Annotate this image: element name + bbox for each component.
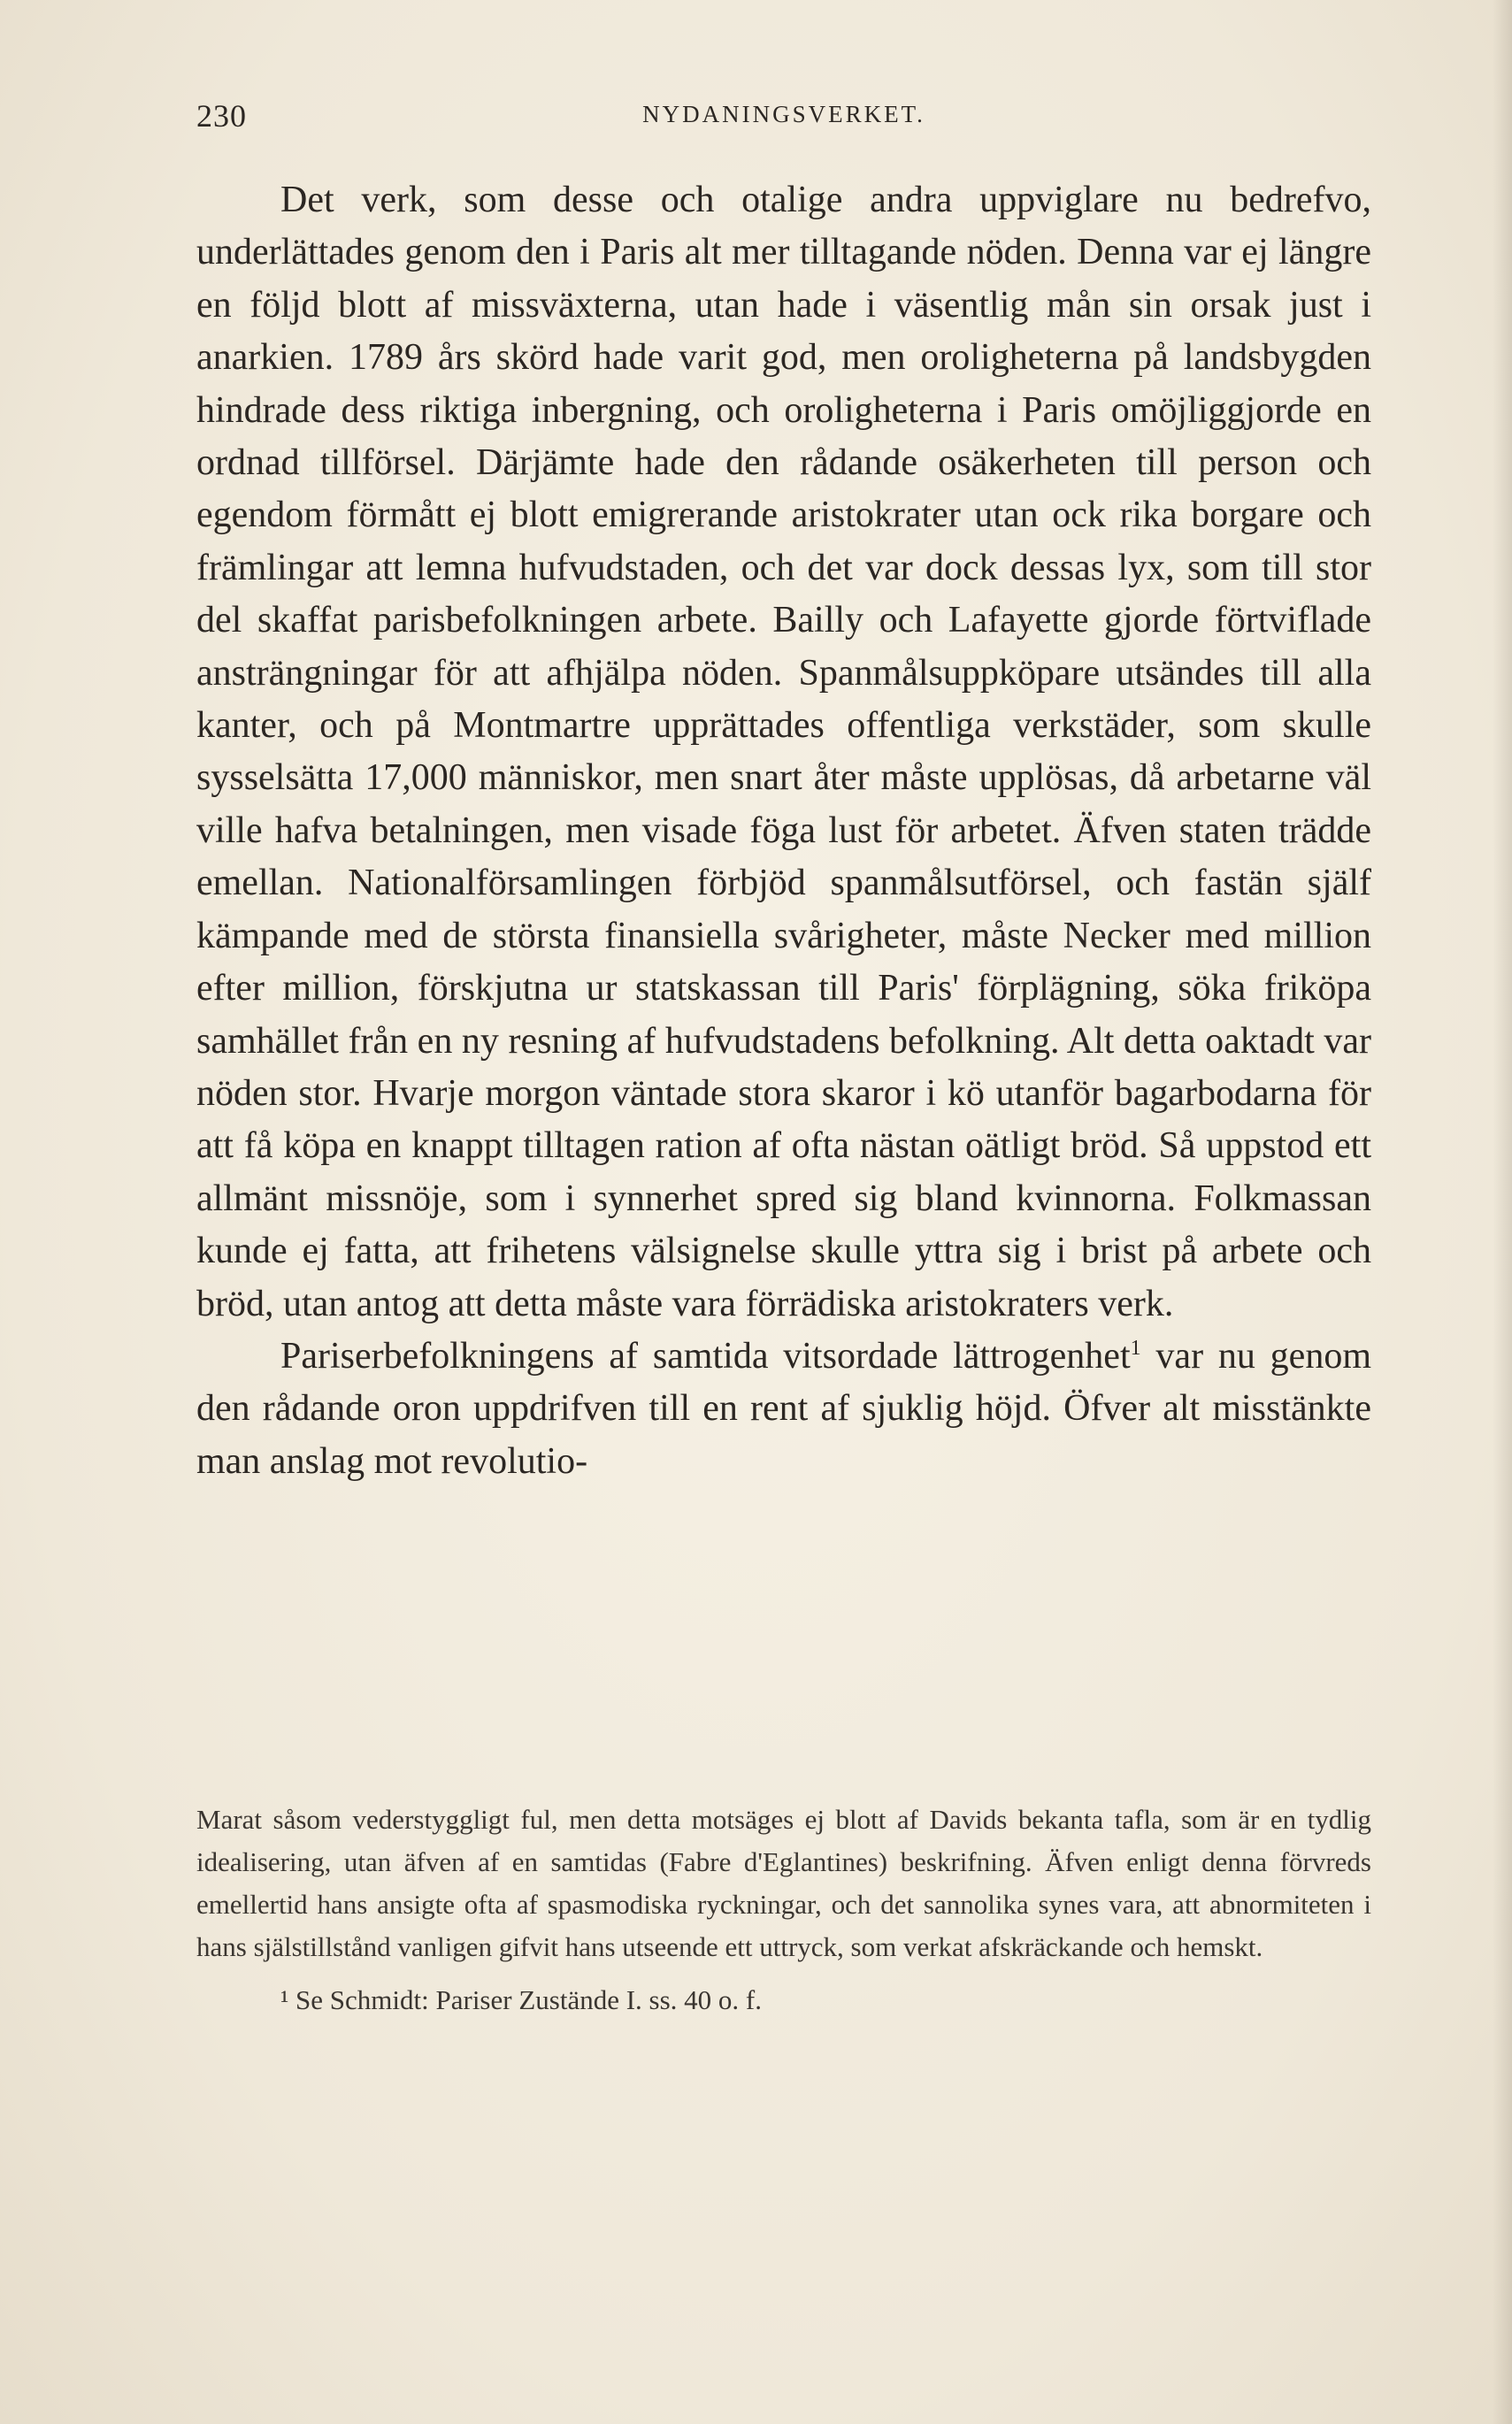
main-text	[196, 174, 1371, 1488]
paragraph-text: Pariserbefolkningens af samtida vitsordade lättrogenhet	[280, 1335, 1131, 1377]
page-edge-shadow	[1493, 0, 1512, 2424]
page-header	[196, 97, 1371, 142]
paragraph: Det verk, som desse och otalige andra uppviglare nu bedrefvo, underlättades genom den i Paris alt mer tilltagande nöden. Denna var ej längre en följd blott af missväxterna, utan hade i väsentlig mån sin orsak just i anarkien. 1789 års skörd hade varit god, men oroligheterna på landsbygden hindrade dess riktiga inbergning, och oroligheterna i Paris omöjliggjorde en ordnad tillförsel. Därjämte hade den rådande osäkerheten till person och egendom förmått ej blott emigrerande aristokrater utan ock rika borgare och främlingar att lemna hufvudstaden, och det var dock dessas lyx, som till stor del skaffat parisbefolkningen arbete. Bailly och Lafayette gjorde förtviflade ansträngningar för att afhjälpa nöden. Spanmålsuppköpare utsändes till alla kanter, och på Montmartre upprättades offentliga verkstäder, som skulle sysselsätta 17,000 människor, men snart åter måste upplösas, då arbetarne väl ville hafva betalningen, men visade föga lust för arbetet. Äfven staten trädde emellan. Nationalförsamlingen förbjöd spanmålsutförsel, och fastän själf kämpande med de största finansiella svårigheter, måste Necker med million efter million, förskjutna ur statskassan till Paris' förplägning, söka friköpa samhället från en ny resning af hufvudstadens befolkning. Alt detta oaktadt var nöden stor. Hvarje morgon väntade stora skaror i kö utanför bagarbodarna för att få köpa en knappt tilltagen ration af ofta nästan oätligt bröd. Så uppstod ett allmänt missnöje, som i synnerhet spred sig bland kvinnorna. Folkmassan kunde ej fatta, att frihetens välsignelse skulle yttra sig i brist på arbete och bröd, utan antog att detta måste vara förrädiska aristokraters verk.	[196, 180, 1371, 1324]
page-number: 230	[196, 98, 247, 134]
footnote-1: ¹ Se Schmidt: Pariser Zustände I. ss. 40 o. f.	[280, 1984, 762, 2015]
paragraph	[196, 1331, 1371, 1488]
footnotes	[196, 1799, 1371, 2021]
footnote-reference: 1	[1130, 1336, 1141, 1360]
footnote-continued: Marat såsom vederstyggligt ful, men detta motsäges ej blott af Davids bekanta tafla, som är en tydlig idealisering, utan äfven af en samtidas (Fabre d'Eglantines) beskrifning. Äfven enligt denna förvreds emellertid hans ansigte ofta af spasmodiska ryckningar, och det sannolika synes vara, att abnormiteten i hans själstillstånd vanligen gifvit hans utseende ett uttryck, som verkat afskräckande och hemskt.	[196, 1804, 1371, 1962]
paragraph-text: var nu genom den rådande oron uppdrifven till en rent af sjuklig höjd. Öfver alt misstänkte man anslag mot revolutio-	[196, 1335, 1371, 1482]
running-head: NYDANINGSVERKET.	[642, 101, 925, 127]
